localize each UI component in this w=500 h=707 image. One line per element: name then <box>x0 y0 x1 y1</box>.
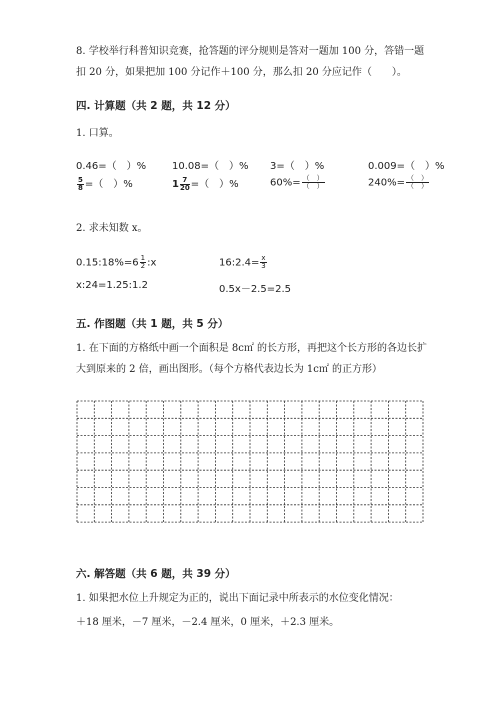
blank-fraction: $\frac{( )}{( )}$ <box>406 174 428 190</box>
fraction-5-8: $\frac{5}{8}$ <box>78 175 83 192</box>
fraction-1-2: $\frac{1}{2}$ <box>140 254 146 270</box>
section4-title: 四. 计算题（共 2 题，共 12 分） <box>76 100 236 112</box>
section6-title: 六. 解答题（共 6 题，共 39 分） <box>76 568 236 580</box>
equation-4: 0.5x－2.5=2.5 <box>219 284 292 295</box>
section4-q1: 1. 口算。 <box>76 128 119 139</box>
q8-line2: 扣 20 分，如果把加 100 分记作＋100 分，那么扣 20 分应记作（ ）。 <box>76 67 407 78</box>
oral-item-8: 240%= $\frac{( )}{( )}$ <box>368 174 428 190</box>
section6-q1-line2: ＋18 厘米，－7 厘米，－2.4 厘米，0 厘米，＋2.3 厘米。 <box>76 617 340 628</box>
oral-item-5: $\frac{5}{8}$ =（ ）% <box>78 175 133 192</box>
q8-line1: 8. 学校举行科普知识竞赛，抢答题的评分规则是答对一题加 100 分，答错一题 <box>76 46 425 57</box>
oral-item-3: 3=（ ）% <box>270 161 325 172</box>
fraction-7-20: $\frac{7}{20}$ <box>179 175 190 192</box>
square-grid-paper <box>76 400 424 531</box>
equation-2: 16:2.4= $\frac{x}{3}$ <box>219 254 266 270</box>
fraction-x-3: $\frac{x}{3}$ <box>261 254 266 270</box>
oral-item-7: 60%= $\frac{( )}{( )}$ <box>270 174 324 190</box>
oral-item-4: 0.009=（ ）% <box>368 161 445 172</box>
oral-item-2: 10.08=（ ）% <box>172 161 249 172</box>
section6-q1-line1: 1. 如果把水位上升规定为正的，说出下面记录中所表示的水位变化情况： <box>76 593 399 604</box>
oral-item-1: 0.46=（ ）% <box>76 161 147 172</box>
section5-line2: 大到原来的 2 倍，画出图形。（每个方格代表边长为 1c㎡ 的正方形） <box>76 364 383 375</box>
equation-3: x:24=1.25:1.2 <box>76 280 148 291</box>
blank-fraction: $\frac{( )}{( )}$ <box>302 174 324 190</box>
section5-title: 五. 作图题（共 1 题，共 5 分） <box>76 318 229 330</box>
equation-1: 0.15:18%=6 $\frac{1}{2}$ :x <box>76 254 157 270</box>
oral-item-6: 1 $\frac{7}{20}$ =（ ）% <box>172 175 239 192</box>
section4-q2: 2. 求未知数 x。 <box>76 223 148 234</box>
section5-line1: 1. 在下面的方格纸中画一个面积是 8c㎡ 的长方形，再把这个长方形的各边长扩 <box>76 343 428 354</box>
